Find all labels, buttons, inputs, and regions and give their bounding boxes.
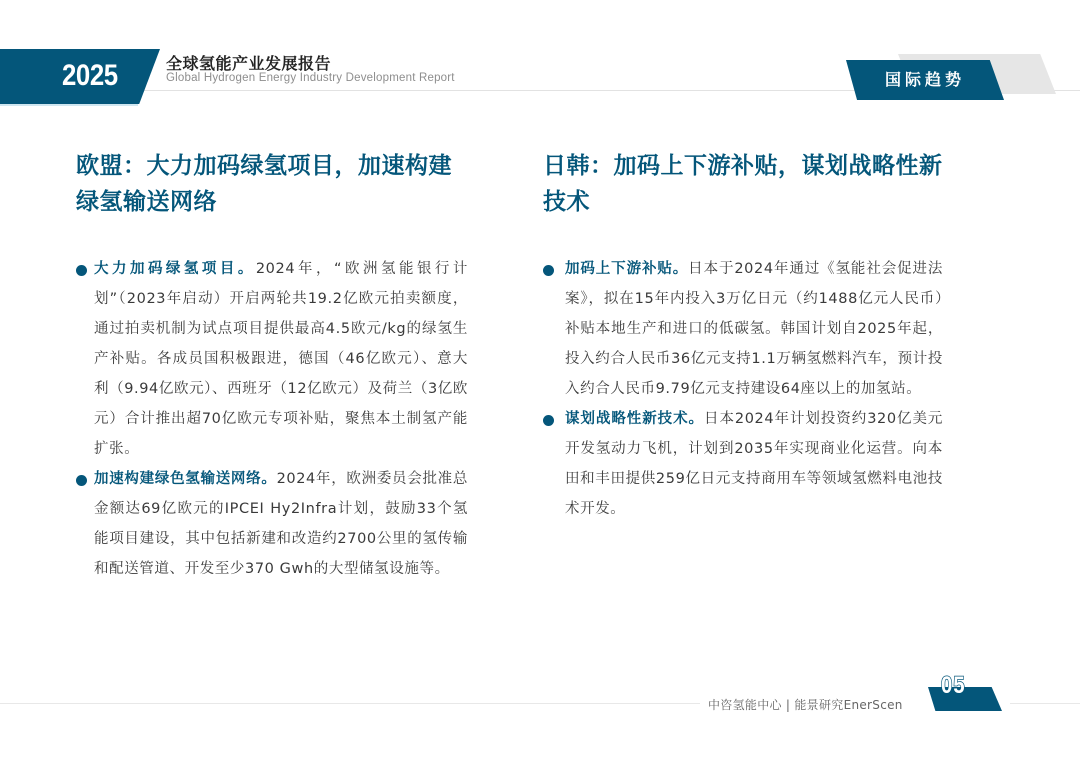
list-item: [76, 464, 468, 584]
report-title-en: Global Hydrogen Energy Industry Development Report: [166, 72, 455, 84]
column-title-eu: [76, 148, 468, 220]
list-item-body: 日本于2024年通过《氢能社会促进法案》，拟在15年内投入3万亿日元（约1488亿元人民币）补贴本地生产和进口的低碳氢。韩国计划自2025年起，投入约合人民币36亿元支持1.1万辆氢燃料汽车，预计投入约合人民币9.79亿元支持建设64座以上的加氢站。: [565, 261, 943, 397]
list-item: [543, 254, 943, 404]
title-line-2: 绿氢输送网络: [76, 189, 217, 215]
list-item-text: [94, 464, 468, 584]
bullet-icon: [76, 475, 87, 486]
column-japan-korea: [543, 148, 943, 524]
list-item-head: 加速构建绿色氢输送网络。: [94, 471, 277, 487]
bullet-icon: [543, 265, 554, 276]
list-item: [543, 404, 943, 524]
footer-source: 中咨氢能中心 | 能景研究EnerScen: [708, 698, 903, 712]
column-eu: [76, 148, 468, 584]
title-line-1: 欧盟：大力加码绿氢项目，加速构建: [76, 153, 452, 179]
title-line-1: 日韩：加码上下游补贴，谋划战略性新: [543, 153, 943, 179]
list-item-text: [565, 404, 943, 524]
list-item: [76, 254, 468, 464]
bullet-icon: [76, 265, 87, 276]
year-banner-underline: [0, 104, 138, 106]
report-year: 2025: [62, 59, 118, 92]
column-title-japan-korea: [543, 148, 943, 220]
page-number: 05: [941, 672, 966, 699]
list-item-text: [565, 254, 943, 404]
report-title-cn: 全球氢能产业发展报告: [166, 54, 332, 73]
list-item-body: 2024年，欧洲委员会批准总金额达69亿欧元的IPCEI Hy2Infra计划，鼓励33个氢能项目建设，其中包括新建和改造约2700公里的氢传输和配送管道、开发至少370 Gwh的大型储氢设施等。: [94, 471, 468, 577]
list-item-head: 大力加码绿氢项目。: [94, 261, 256, 277]
title-line-2: 技术: [543, 189, 590, 215]
section-tag-label: 国际趋势: [884, 70, 965, 89]
list-item-body: 2024年，“欧洲氢能银行计划”（2023年启动）开启两轮共19.2亿欧元拍卖额度，通过拍卖机制为试点项目提供最高4.5欧元/kg的绿氢生产补贴。各成员国积极跟进，德国（46亿欧元）、意大利（9.94亿欧元）、西班牙（12亿欧元）及荷兰（3亿欧元）合计推出超70亿欧元专项补贴，聚焦本土制氢产能扩张。: [94, 261, 469, 457]
bullet-icon: [543, 415, 554, 426]
list-item-body: 日本2024年计划投资约320亿美元开发氢动力飞机，计划到2035年实现商业化运营。向本田和丰田提供259亿日元支持商用车等领域氢燃料电池技术开发。: [565, 411, 943, 517]
list-item-text: [94, 254, 468, 464]
list-item-head: 加码上下游补贴。: [565, 261, 689, 277]
list-item-head: 谋划战略性新技术。: [565, 411, 704, 427]
